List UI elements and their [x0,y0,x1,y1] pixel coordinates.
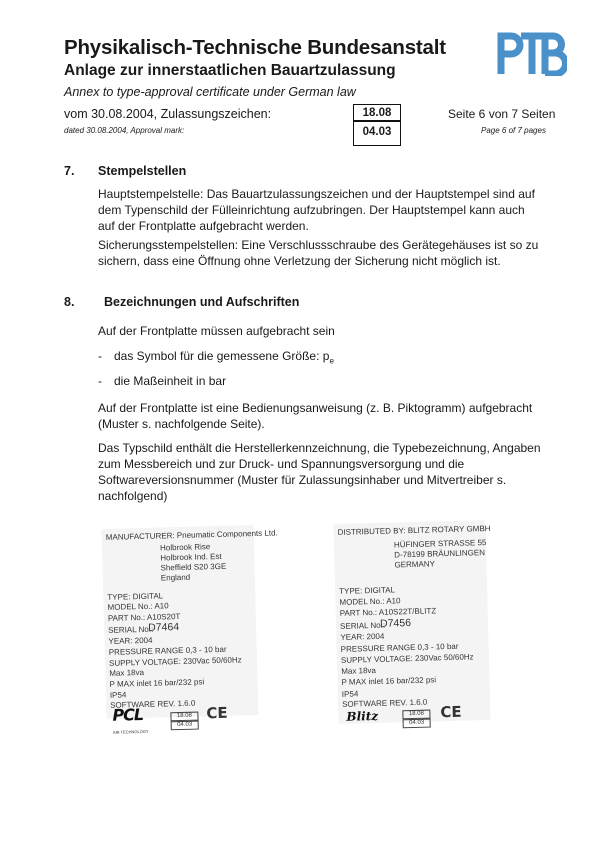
plate-mark-bottom: 04.03 [403,719,431,729]
plate-mark-top: 18.08 [402,710,430,720]
approval-date-line-en: dated 30.08.2004, Approval mark: [64,126,185,135]
plate-software: SOFTWARE REV. 1.6.0 [342,697,428,709]
bullet-1-subscript: e [329,356,334,366]
section-8-paragraph-1: Auf der Frontplatte ist eine Bedienungsanweisung (z. B. Piktogramm) aufgebracht (Muster s. nachfolgende Seite). [98,401,533,431]
list-item [114,348,334,369]
plate-year: YEAR: 2004 [108,635,153,646]
plate-manufacturer: MANUFACTURER: Pneumatic Components Ltd. [105,528,278,542]
section-8-intro: Auf der Frontplatte müssen aufgebracht sein [98,324,335,338]
plate-software: SOFTWARE REV. 1.6.0 [110,698,196,710]
plate-address-line: D-78199 BRÄUNLINGEN [394,548,486,560]
pcl-logo-subtitle: AIR TECHNOLOGY [112,728,149,735]
bullet-dash: - [98,374,102,388]
plate-serial-label: SERIAL No.: [108,624,154,635]
plate-serial: D7456 [379,617,412,630]
plate-pressure: PRESSURE RANGE 0,3 - 10 bar [340,641,459,654]
plate-address-line: Holbrook Rise [159,542,211,553]
plate-max: Max 18va [109,667,145,678]
section-7-title: Stempelstellen [98,164,187,178]
approval-mark-bottom: 04.03 [353,120,401,146]
plate-pressure: PRESSURE RANGE 0,3 - 10 bar [108,644,227,657]
document-subtitle-en: Annex to type-approval certificate under German law [64,85,356,99]
plate-part: PART No.: A10S22T/BLITZ [339,606,437,618]
plate-year: YEAR: 2004 [340,631,385,642]
plate-address-line: England [160,572,191,583]
list-item: die Maßeinheit in bar [114,374,227,388]
plate-serial-label: SERIAL No.: [339,620,386,631]
plate-part: PART No.: A10S20T [107,611,181,623]
ptb-logo-icon [497,30,567,76]
section-7-paragraph-1: Hauptstempelstelle: Das Bauartzulassungszeichen und der Hauptstempel sind auf dem Typenschild der Fülleinrichtung aufzubringen. Der Hauptstempel kann auch auf der Frontplatte aufgebracht werden. [98,187,535,233]
plate-type: TYPE: DIGITAL [339,585,396,596]
bullet-1-text: das Symbol für die gemessene Größe: p [114,349,330,363]
approval-mark-top: 18.08 [353,104,401,121]
section-7-paragraph-2: Sicherungsstempelstellen: Eine Verschlussschraube des Gerätegehäuses ist so zu sichern, dass eine Öffnung ohne Verletzung der Sicherung nicht möglich ist. [98,238,539,268]
plate-pmax: P MAX inlet 16 bar/232 psi [109,677,205,689]
bullet-dash: - [98,349,102,363]
plate-type: TYPE: DIGITAL [107,591,164,602]
section-8-paragraph-2: Das Typschild enthält die Herstellerkennzeichnung, die Typebezeichnung, Angaben zum Messbereich und zur Druck- und Spannungsversorgung und die Softwareversionsnummer (Muster für Zulassungsinhaber und Mitvertreiber s. nachfolgend) [98,441,541,503]
page-number: Seite 6 von 7 Seiten [448,107,556,121]
section-8-title: Bezeichnungen und Aufschriften [104,295,300,309]
plate-ip: IP54 [341,689,359,699]
plate-address-line: Holbrook Ind. Est [160,551,222,563]
plate-model: MODEL No.: A10 [339,596,401,607]
type-plate-blitz [333,520,491,727]
document-subtitle: Anlage zur innerstaatlichen Bauartzulassung [64,62,396,79]
pcl-logo: PCL [112,705,144,725]
ce-mark-icon: CE [206,703,228,723]
page-number-en: Page 6 of 7 pages [481,126,546,135]
ce-mark-icon: CE [440,702,462,722]
plate-supply: SUPPLY VOLTAGE: 230Vac 50/60Hz [108,655,242,668]
plate-mark-top: 18.08 [170,712,198,722]
plate-address-line: Sheffield S20 3GE [160,561,227,573]
type-plate-pcl [102,525,278,735]
plate-supply: SUPPLY VOLTAGE: 230Vac 50/60Hz [340,652,474,665]
plate-mark-bottom: 04.03 [171,721,199,731]
plate-serial: D7464 [147,621,180,634]
section-8-number: 8. [64,295,75,309]
plate-address-line: GERMANY [394,559,436,570]
plate-address-line: HÜFINGER STRASSE 55 [393,538,487,550]
plate-distributor: DISTRIBUTED BY: BLITZ ROTARY GMBH [337,523,491,537]
plate-ip: IP54 [109,690,127,700]
plate-max: Max 18va [341,665,377,676]
approval-date-line: vom 30.08.2004, Zulassungszeichen: [64,107,272,121]
document-title: Physikalisch-Technische Bundesanstalt [64,36,446,59]
plate-model: MODEL No.: A10 [107,601,169,612]
section-7-number: 7. [64,164,75,178]
plate-pmax: P MAX inlet 16 bar/232 psi [341,675,437,687]
blitz-logo: Blitz [346,708,379,724]
